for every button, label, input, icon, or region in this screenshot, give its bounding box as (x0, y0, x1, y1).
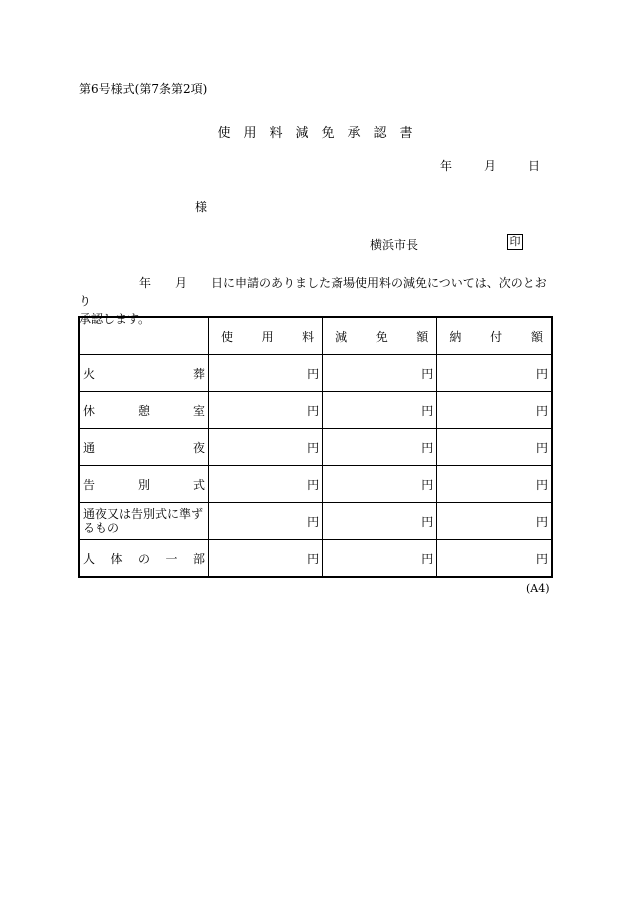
usage-fee-cell: 円 (209, 503, 323, 540)
payment-amount-cell: 円 (437, 466, 552, 503)
reduction-amount-cell: 円 (323, 392, 437, 429)
usage-fee-cell: 円 (209, 355, 323, 392)
spread-text: 通 夜 (83, 440, 205, 455)
table-row (79, 392, 552, 429)
addressee-suffix: 様 (195, 200, 208, 214)
table-row (79, 429, 552, 466)
day-label: 日 (527, 159, 540, 173)
reduction-amount-cell: 円 (323, 466, 437, 503)
reduction-amount-cell: 円 (323, 355, 437, 392)
row-label (79, 429, 209, 466)
fee-table (78, 316, 553, 578)
paper-size-label: (A4) (526, 582, 550, 595)
table-row (79, 503, 552, 540)
seal-stamp: 印 (507, 234, 523, 250)
date-line (440, 157, 540, 174)
payment-amount-cell: 円 (437, 540, 552, 577)
spread-text: 休 憩 室 (83, 403, 205, 418)
payment-amount-cell: 円 (437, 392, 552, 429)
table-header-row (79, 317, 552, 355)
table-row (79, 540, 552, 577)
payment-amount-cell: 円 (437, 503, 552, 540)
header-payment-amount (437, 317, 552, 355)
reduction-amount-cell: 円 (323, 540, 437, 577)
table-row (79, 466, 552, 503)
payment-amount-cell: 円 (437, 355, 552, 392)
header-usage-fee (209, 317, 323, 355)
usage-fee-cell: 円 (209, 540, 323, 577)
issuer-name: 横浜市長 (370, 238, 419, 252)
header-blank (79, 317, 209, 355)
form-number: 第6号様式(第7条第2項) (79, 82, 208, 96)
spread-text: 使 用 料 (221, 329, 315, 344)
statement-line-2: 承認します。 (79, 312, 151, 326)
spread-text: 告 別 式 (83, 477, 205, 492)
payment-amount-cell: 円 (437, 429, 552, 466)
statement-line-1: 年 月 日に申請のありました斎場使用料の減免については、次のとおり (79, 276, 547, 308)
spread-text: 納 付 額 (449, 329, 543, 344)
document-title: 使 用 料 減 免 承 認 書 (217, 126, 413, 141)
row-label (79, 355, 209, 392)
month-label: 月 (483, 159, 496, 173)
header-reduction-amount (323, 317, 437, 355)
year-label: 年 (440, 159, 453, 173)
row-label (79, 466, 209, 503)
spread-text: 人 体 の 一 部 (83, 551, 205, 566)
usage-fee-cell: 円 (209, 466, 323, 503)
reduction-amount-cell: 円 (323, 503, 437, 540)
table-row (79, 355, 552, 392)
usage-fee-cell: 円 (209, 392, 323, 429)
row-label (79, 540, 209, 577)
spread-text: 減 免 額 (335, 329, 429, 344)
row-label: 通夜又は告別式に準ずるもの (79, 503, 209, 540)
row-label (79, 392, 209, 429)
usage-fee-cell: 円 (209, 429, 323, 466)
reduction-amount-cell: 円 (323, 429, 437, 466)
spread-text: 火 葬 (83, 366, 205, 381)
